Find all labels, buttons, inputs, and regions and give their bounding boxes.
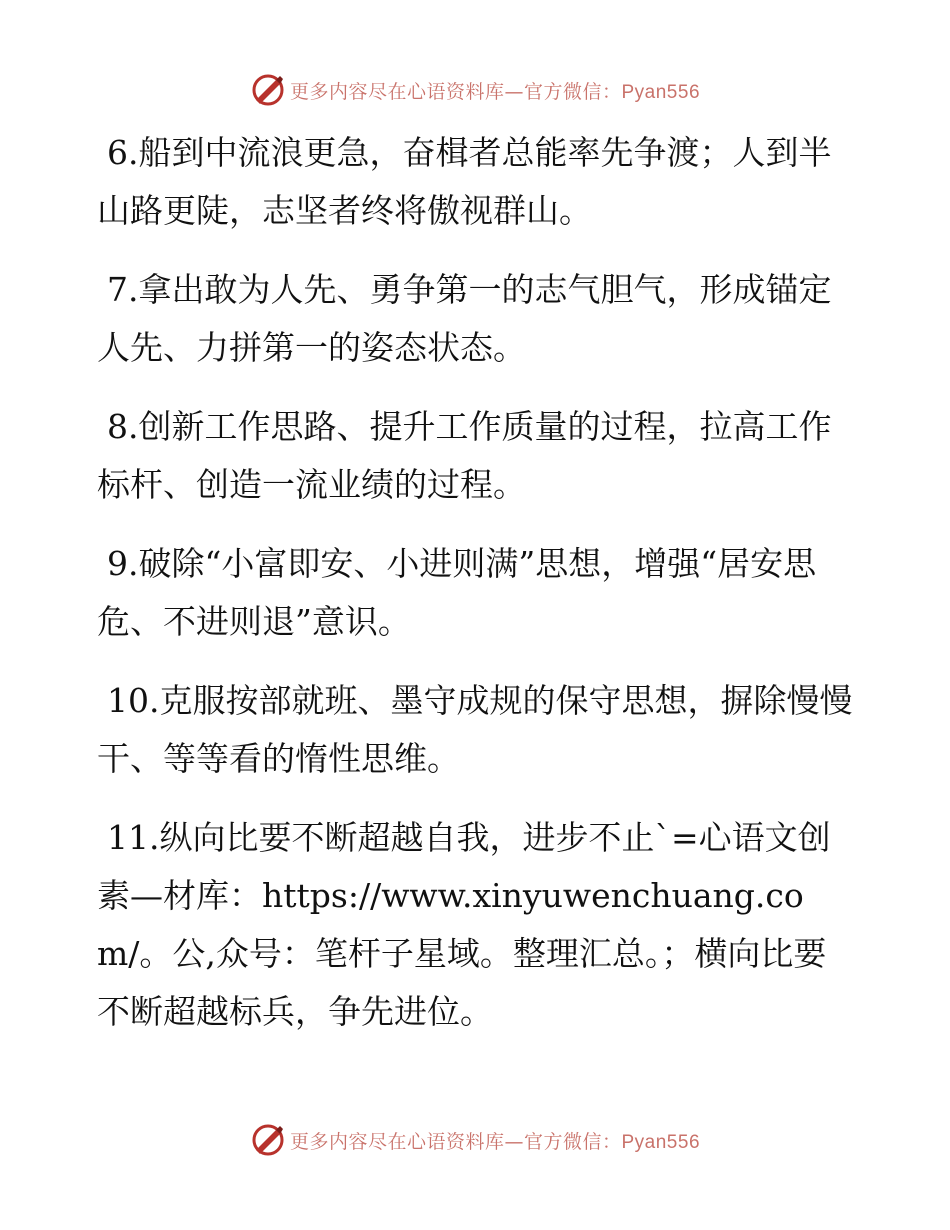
header-banner-text: 更多内容尽在心语资料库—官方微信：Pyan556 <box>289 80 701 103</box>
paragraph-9: 9.破除“小富即安、小进则满”思想，增强“居安思危、不进则退”意识。 <box>97 544 817 641</box>
paragraph-7: 7.拿出敢为人先、勇争第一的志气胆气，形成锚定人先、力拼第一的姿态状态。 <box>97 270 832 367</box>
footer-banner <box>0 1120 950 1160</box>
paragraph-10: 10.克服按部就班、墨守成规的保守思想，摒除慢慢干、等等看的惰性思维。 <box>97 681 853 778</box>
paragraph-11: 11.纵向比要不断超越自我，进步不止`=心语文创素—材库：https://www.xinyuwenchuang.com/。公,众号：笔杆子星域。整理汇总。；横向比要不断超越标兵，争先进位。 <box>97 818 831 1031</box>
paragraph-8: 8.创新工作思路、提升工作质量的过程，拉高工作标杆、创造一流业绩的过程。 <box>97 407 832 504</box>
paragraph-6: 6.船到中流浪更急，奋楫者总能率先争渡；人到半山路更陡，志坚者终将傲视群山。 <box>97 133 832 230</box>
footer-banner-text: 更多内容尽在心语资料库—官方微信：Pyan556 <box>289 1130 701 1153</box>
header-banner <box>0 70 950 110</box>
pen-logo-icon <box>250 1122 286 1158</box>
pen-logo-icon <box>250 72 286 108</box>
document-body <box>97 124 857 1062</box>
